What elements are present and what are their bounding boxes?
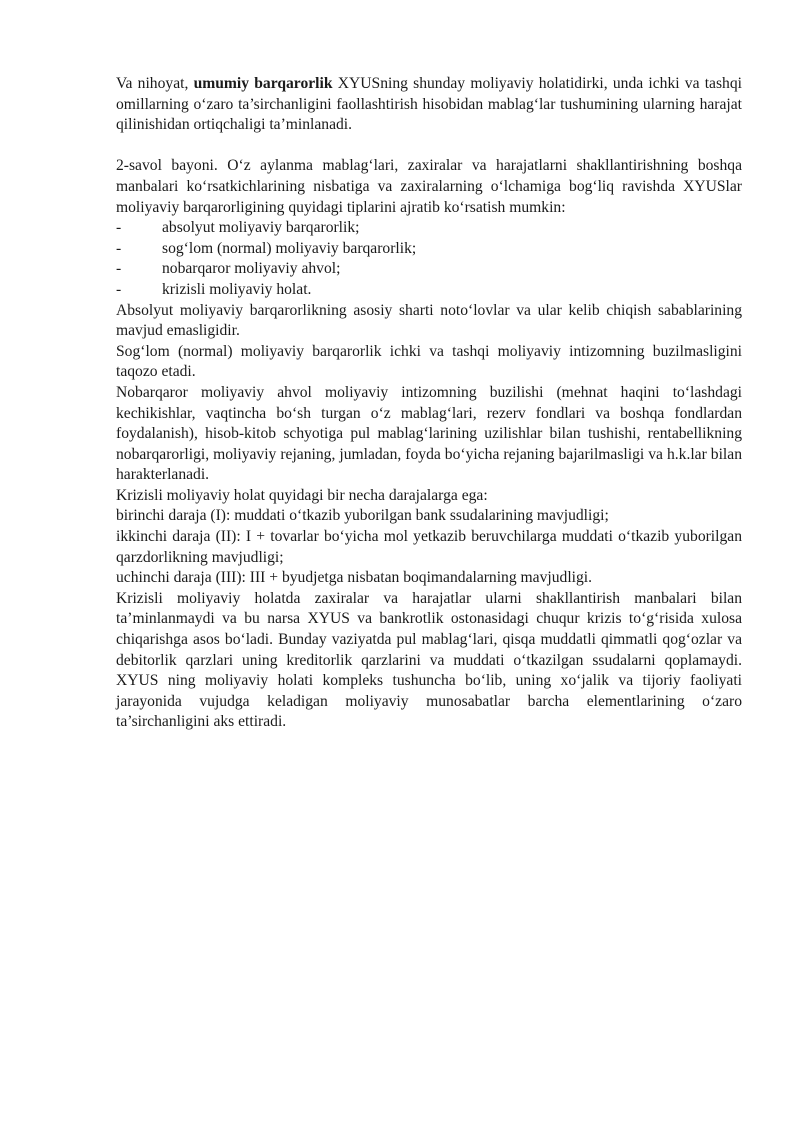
list-bullet: - bbox=[116, 280, 122, 298]
intro-bold-term: umumiy barqarorlik bbox=[193, 75, 333, 92]
list-item-text: absolyut moliyaviy barqarorlik; bbox=[162, 219, 360, 237]
question-2-paragraph: 2-savol bayoni. O‘z aylanma mablag‘lari, zaxiralar va harajatlarni shakllantirishning boshqa manbalari ko‘rsatkichlarining nisbatiga va zaxiralarning o‘lchamiga bog‘liq ravishda XYUSlar moliyaviy barqarorligining quyidagi tiplarini ajratib ko‘rsatish mumkin: bbox=[116, 157, 742, 216]
crisis-levels-intro: Krizisli moliyaviy holat quyidagi bir necha darajalarga ega: bbox=[116, 486, 488, 504]
list-item-text: krizisli moliyaviy holat. bbox=[162, 280, 312, 298]
intro-text-pre: Va nihoyat, bbox=[116, 75, 194, 92]
unstable-condition-paragraph: Nobarqaror moliyaviy ahvol moliyaviy intizomning buzilishi (mehnat haqini to‘lashdagi kechikishlar, vaqtincha bo‘sh turgan o‘z mablag‘lari, rezerv fondlari va boshqa fondlardan foydalanish), hisob-kitob schyotiga pul mablag‘larining uzilishlar bilan tushishi, rentabellikning nobarqarorligi, moliyaviy rejaning, jumladan, foyda bo‘yicha rejaning bajarilmasligi va h.k.lar bilan harakterlanadi. bbox=[116, 383, 742, 484]
list-item bbox=[116, 259, 742, 280]
list-item-text: sog‘lom (normal) moliyaviy barqarorlik; bbox=[162, 239, 417, 257]
stability-types-list bbox=[116, 218, 742, 300]
list-item-text: nobarqaror moliyaviy ahvol; bbox=[162, 260, 341, 278]
crisis-level-1: birinchi daraja (I): muddati o‘tkazib yuborilgan bank ssudalarining mavjudligi; bbox=[116, 507, 609, 525]
list-item bbox=[116, 218, 742, 239]
crisis-level-2: ikkinchi daraja (II): I + tovarlar bo‘yicha mol yetkazib beruvchilarga muddati o‘tkazib yuborilgan qarzdorlikning mavjudligi; bbox=[116, 528, 742, 566]
list-bullet: - bbox=[116, 239, 122, 257]
list-bullet: - bbox=[116, 260, 122, 278]
list-item bbox=[116, 280, 742, 301]
crisis-condition-paragraph: Krizisli moliyaviy holatda zaxiralar va harajatlar ularni shakllantirish manbalari bilan ta’minlanmaydi va bu narsa XYUS va bankrotlik ostonasidagi chuqur krizis to‘g‘risida xulosa chiqarishga asos bo‘ladi. Bunday vaziyatda pul mablag‘lari, qisqa muddatli qimmatli qog‘ozlar va debitorlik qarzlari uning kreditorlik qarzlarini va muddati o‘tkazilgan ssudalarni qoplamaydi. XYUS ning moliyaviy holati kompleks tushuncha bo‘lib, uning xo‘jalik va tijoriy faoliyati jarayonida vujudga keladigan moliyaviy munosabatlar barcha elementlarining o‘zaro ta’sirchanligini aks ettiradi. bbox=[116, 589, 742, 731]
normal-stability-paragraph: Sog‘lom (normal) moliyaviy barqarorlik ichki va tashqi moliyaviy intizomning buzilmasligini taqozo etadi. bbox=[116, 342, 742, 381]
absolute-stability-paragraph: Absolyut moliyaviy barqarorlikning asosiy sharti noto‘lovlar va ular kelib chiqish sabablarining mavjud emasligidir. bbox=[116, 301, 742, 340]
intro-paragraph bbox=[116, 74, 742, 136]
document-page bbox=[116, 74, 742, 733]
intro-text-post: XYUSning shunday moliyaviy holatidirki, unda ichki va tashqi omillarning o‘zaro ta’sirchanligini faollashtirish hisobidan mablag‘lar tushumining ularning harajat qilinishidan ortiqchaligi ta’minlanadi. bbox=[116, 75, 742, 134]
list-item bbox=[116, 239, 742, 260]
list-bullet: - bbox=[116, 219, 122, 237]
crisis-level-3: uchinchi daraja (III): III + byudjetga nisbatan boqimandalarning mavjudligi. bbox=[116, 569, 593, 587]
paragraph-spacer bbox=[116, 136, 742, 157]
